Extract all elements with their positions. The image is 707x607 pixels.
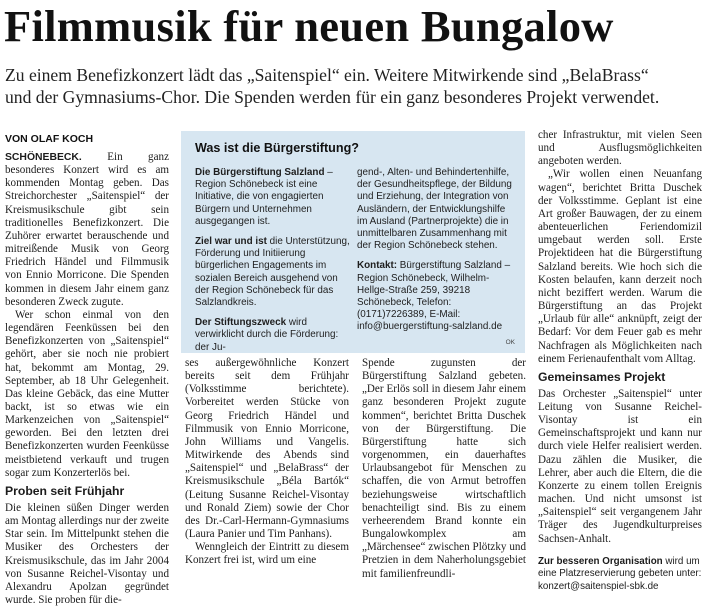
paragraph: cher Infrastruktur, mit vielen Seen und Ausflugsmöglichkeiten angeboten werden. — [538, 129, 702, 168]
info-box-title: Was ist die Bürgerstiftung? — [195, 141, 359, 155]
info-text: – Region Schönebeck ist eine Initiative, die von engagierten Bürgern und Unternehmen ausgegangen ist. — [195, 167, 333, 227]
info-contact — [357, 260, 515, 333]
info-paragraph — [195, 167, 351, 228]
paragraph-text: Ein ganz besonderes Konzert wird es am kommenden Montag geben. Das Streichorchester „Saitenspiel“ der Kreismusikschule gibt sein traditionelles Benefizkonzert. Die Zuhörer erwartet berauschende und mitreißende Musik von Georg Friedrich Händel und Filmmusik von Ennio Morricone. Die Spenden kommen in diesem Jahr einem ganz besonderen Zweck zugute. — [5, 151, 169, 308]
subheadline-line-1: Zu einem Benefizkonzert lädt das „Saitenspiel“ ein. Weitere Mitwirkende sind „BelaBrass“ — [5, 65, 649, 85]
article-column-4 — [538, 129, 702, 592]
paragraph — [5, 151, 169, 309]
paragraph: Die kleinen süßen Dinger werden am Montag allerdings nur der zweite Star sein. Im Mittelpunkt stehen die Musiker des Orchesters der Kreismusikschule, das im Jahr 2004 von Susanne Reichel-Visontay und Alexandru Apolzan gegründet wurde. Sie proben für die- — [5, 501, 169, 606]
info-text: die Unterstützung, Förderung und Initiierung bürgerlichen Engagements im sozialen Bereich ausgehend von der Region Schönebeck für das Salzlandkreis. — [195, 236, 350, 309]
info-box-left-column — [195, 167, 351, 362]
info-box-right-column — [357, 167, 515, 342]
paragraph: Wenngleich der Eintritt zu diesem Konzert frei ist, wird um eine — [185, 541, 349, 567]
subheadline — [5, 64, 705, 108]
dateline: SCHÖNEBECK. — [5, 152, 82, 163]
organisation-label: Zur besseren Organisation — [538, 555, 663, 567]
info-label: Ziel war und ist — [195, 236, 267, 248]
paragraph: ses außergewöhnliche Konzert bereits seit dem Frühjahr (Volksstimme berichtete). Vorbereitet werden Stücke von Georg Friedrich Händel und Filmmusik von Ennio Morricone, John Williams und Vangelis. Mitwirkende des Abends sind „Saitenspiel“ und „BelaBrass“ der Kreismusikschule „Béla Bartók“ (Leitung Susanne Reichel-Visontay und Ronald Ziem) sowie der Chor des Dr.-Carl-Hermann-Gymnasiums (Laura Panier und Tim Panhans). — [185, 357, 349, 541]
paragraph: Das Orchester „Saitenspiel“ unter Leitung von Susanne Reichel-Visontay ist ein Gemeinschaftsprojekt und kann nur durch viele Helfer realisiert werden. Dazu zählen die Musiker, die Lehrer, aber auch die Eltern, die die Konzerte zu einem tollen Ereignis machen. Und nicht umsonst ist „Saitenspiel“ seit vergangenem Jahr Träger des Jugendkulturpreises Sachsen-Anhalt. — [538, 387, 702, 545]
byline: VON OLAF KOCH — [5, 133, 94, 145]
headline: Filmmusik für neuen Bungalow — [4, 1, 614, 51]
info-text: wird verwirklicht durch die Förderung: der Ju- — [195, 317, 339, 353]
article-column-1 — [5, 151, 169, 606]
subheading-projekt: Gemeinsames Projekt — [538, 369, 666, 384]
paragraph: Wer schon einmal von den legendären Feenküssen bei den Benefizkonzerten von „Saitenspiel“ gehört, aber sie noch nie probiert hat, bekommt am Montag, 29. September, ab 18 Uhr Gelegenheit. Das kleine Gebäck, das eine Mutter backt, ist so etwas wie ein Markenzeichen von „Saitenspiel“ geworden. Bei den letzten drei Benefizkonzerten wurden Feenküsse meistbietend verkauft und trugen sogar zum Konzerterlös bei. — [5, 308, 169, 479]
info-paragraph — [195, 317, 351, 354]
article-column-2 — [185, 357, 349, 592]
subheading-proben: Proben seit Frühjahr — [5, 483, 125, 498]
info-label: Der Stiftungszweck — [195, 317, 287, 329]
article-column-3 — [362, 357, 526, 592]
info-paragraph: gend-, Alten- und Behindertenhilfe, der Gesundheitspflege, der Bildung und Erziehung, der Integration von Ausländern, der Entwicklungshilfe im Ausland (Partnerprojekte) die in unmittelbaren Zusammenhang mit der Region Schönebeck stehen. — [357, 167, 512, 252]
info-box-buergerstiftung — [181, 131, 525, 353]
info-label: Die Bürgerstiftung Salzland — [195, 167, 325, 178]
info-paragraph — [195, 236, 351, 309]
author-mark: OK — [505, 339, 515, 346]
paragraph: „Wir wollen einen Neuanfang wagen“, berichtet Britta Duschek der Volksstimme. Geplant ist eine Art großer Bauwagen, der zu einem abenteuerlichen Feriendomizil umgebaut werden soll. Erste Projektideen hat die Bürgerstiftung Salzland bereits. Wie hoch sich die Kosten belaufen, kann derzeit noch nicht beziffert werden. Warum die Bürgerstiftung an das Projekt „Urlaub für alle“ anknüpft, zeigt der Bedarf: Vor dem Feuer gab es mehr Nachfragen als Möglichkeiten nach einem Ferienaufenthalt vom Alltag. — [538, 168, 702, 365]
info-label: Kontakt: — [357, 260, 398, 272]
subheadline-line-2: und der Gymnasiums-Chor. Die Spenden werden für ein ganz besonderes Projekt verwendet. — [5, 87, 660, 107]
paragraph: Spende zugunsten der Bürgerstiftung Salzland gebeten. „Der Erlös soll in diesem Jahr einem ganz besonderen Projekt zugute kommen“, berichtet Britta Duschek von der Bürgerstiftung. Die Bürgerstiftung hatte sich vorgenommen, ein dauerhaftes Urlaubsangebot für Menschen zu schaffen, die von Armut betroffen beziehungsweise wirtschaftlich benachteiligt sind. Bis zu einem verheerendem Brand konnte ein Bungalowkomplex am „Märchensee“ zwischen Plötzky und Pretzien in dem Naherholungsgebiet mit familienfreundli- — [362, 357, 526, 580]
organisation-text: wird um eine Platzreservierung gebeten unter: konzert@saitenspiel-sbk.de — [538, 555, 702, 592]
organisation-note — [538, 556, 702, 593]
info-text: Bürgerstiftung Salzland – Region Schönebeck, Wilhelm-Hellge-Straße 259, 39218 Schönebeck, Telefon: (0171)7226389, E-Mail: info@buergerstiftung-salzland.de — [357, 260, 511, 333]
